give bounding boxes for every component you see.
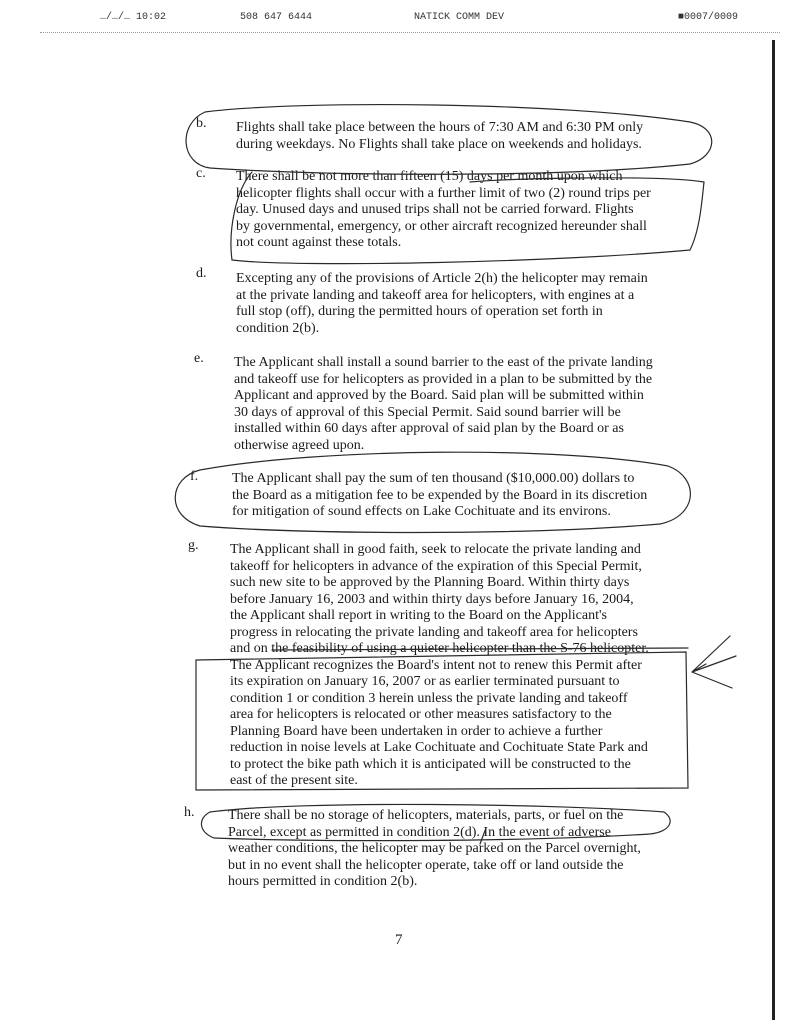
condition-g-letter: g. [188,538,199,553]
condition-f-text: The Applicant shall pay the sum of ten thousand ($10,000.00) dollars to the Board as a mitigation fee to be expended by the Board in its discretion for mitigation of sound effects on Lake Cochituate and its environs. [232,471,648,519]
page-edge-line [772,40,775,1020]
condition-b-letter: b. [196,116,207,131]
condition-d-text: Excepting any of the provisions of Article 2(h) the helicopter may remain at the private landing and takeoff area for helicopters, with engines at a full stop (off), during the permitted hours of operation set forth in condition 2(b). [236,271,648,336]
condition-c-letter: c. [196,166,206,181]
fax-header [0,0,799,40]
condition-h-letter: h. [184,805,195,820]
fax-timestamp: …/…/… 10:02 [100,12,167,23]
condition-d-letter: d. [196,266,207,281]
condition-f-letter: f. [190,469,199,484]
fax-noise-line [40,32,780,33]
condition-b-text: Flights shall take place between the hours of 7:30 AM and 6:30 PM only during weekdays. No Flights shall take place on weekends and holidays. [236,120,644,152]
condition-h-text: There shall be no storage of helicopters, materials, parts, or fuel on the Parcel, except as permitted in condition 2(d). In the event of adverse weather conditions, the helicopter may be parked on the Parcel overnight, but in no event shall the helicopter operate, take off or land outside the hours permitted in condition 2(b). [228,808,641,889]
fax-phone: 508 647 6444 [240,12,313,23]
fax-sender: NATICK COMM DEV [414,12,505,23]
annotation-arrow [692,636,736,688]
condition-c-text: There shall be not more than fifteen (15) days per month upon which helicopter flights shall occur with a further limit of two (2) round trips per day. Unused days and unused trips shall not be carried forward. Flights by governmental, emergency, or other aircraft recognized hereunder shall not count against these totals. [236,169,651,250]
condition-g-text: The Applicant shall in good faith, seek to relocate the private landing and takeoff for helicopters in advance of the expiration of this Special Permit, such new site to be approved by the Planning Board. Within thirty days before January 16, 2003 and within thirty days before January 16, 2004, the Applicant shall report in writing to the Board on the Applicant's progress in relocating the private landing and takeoff area for helicopters and on the feasibility of using a quieter helicopter than the S-76 helicopter. The Applicant recognizes the Board's intent not to renew this Permit after its expiration on January 16, 2007 or as earlier terminated pursuant to condition 1 or condition 3 herein unless the private landing and takeoff area for helicopters is relocated or other measures satisfactory to the Planning Board have been undertaken in order to achieve a further reduction in noise levels at Lake Cochituate and Cochituate State Park and to protect the bike path which it is anticipated will be constructed to the east of the present site. [230,542,649,788]
condition-e-text: The Applicant shall install a sound barrier to the east of the private landing and takeoff use for helicopters as provided in a plan to be submitted by the Applicant and approved by the Board. Said plan will be submitted within 30 days of approval of this Special Permit. Said sound barrier will be installed within 60 days after approval of said plan by the Board or as otherwise agreed upon. [234,355,653,453]
page-number: 7 [395,932,403,948]
condition-e-letter: e. [194,351,204,366]
fax-page-counter: ■0007/0009 [678,12,739,23]
